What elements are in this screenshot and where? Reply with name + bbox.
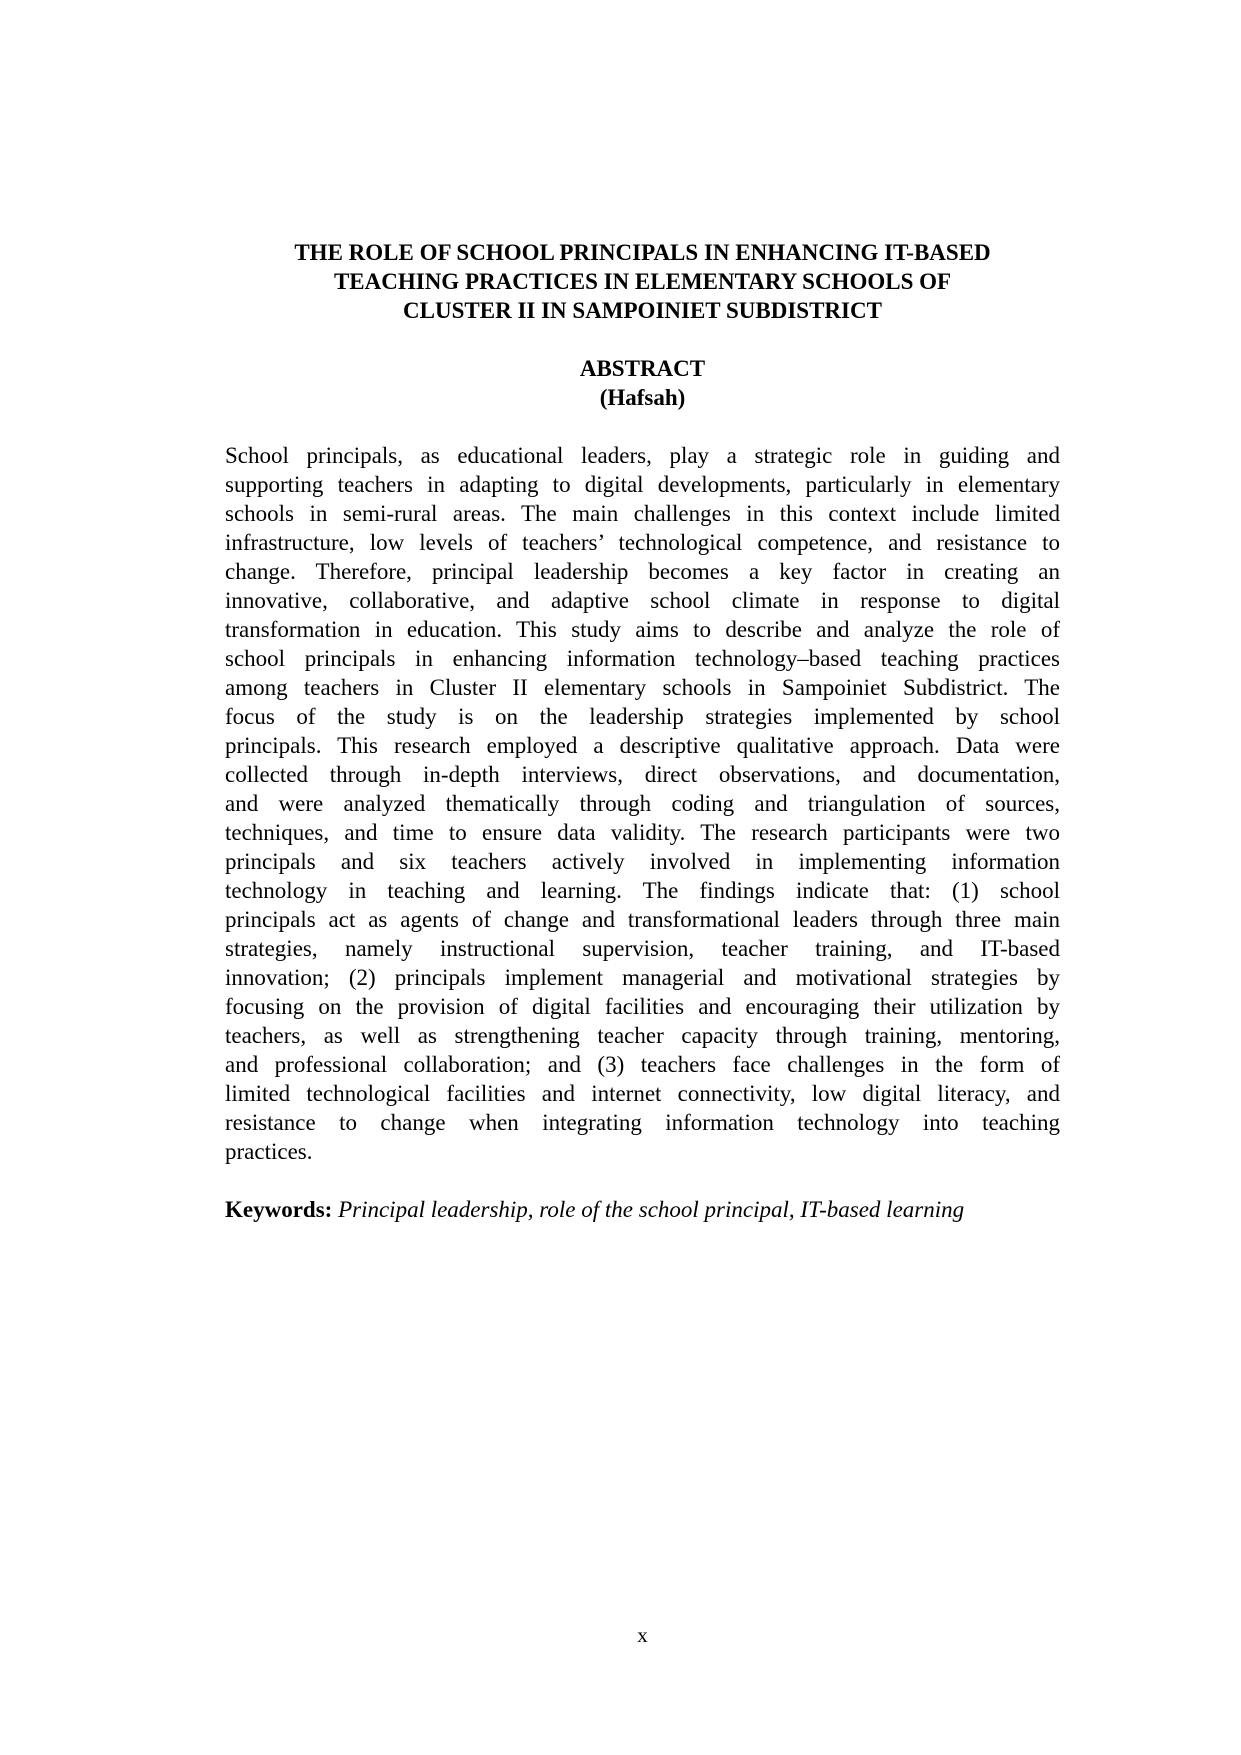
content-column [225,238,1060,1224]
abstract-line: innovation; (2) principals implement managerial and motivational strategies by [225,965,1060,990]
page-number: x [637,1623,648,1647]
abstract-line: infrastructure, low levels of teachers’ technological competence, and resistance to [225,530,1060,555]
keywords-text: Principal leadership, role of the school principal, IT-based learning [338,1197,965,1222]
abstract-line: school principals in enhancing information technology–based teaching practices [225,646,1060,671]
document-title-line: TEACHING PRACTICES IN ELEMENTARY SCHOOLS OF [333,269,952,294]
abstract-line: focus of the study is on the leadership strategies implemented by school [225,704,1060,729]
abstract-line: and were analyzed thematically through coding and triangulation of sources, [225,791,1060,816]
abstract-line: schools in semi-rural areas. The main challenges in this context include limited [225,501,1060,526]
abstract-line: resistance to change when integrating information technology into teaching [225,1110,1060,1135]
document-title-line: THE ROLE OF SCHOOL PRINCIPALS IN ENHANCING IT-BASED [294,240,991,265]
abstract-line: focusing on the provision of digital facilities and encouraging their utilization by [225,994,1060,1019]
abstract-line: principals act as agents of change and transformational leaders through three main [225,907,1060,932]
abstract-line: teachers, as well as strengthening teacher capacity through training, mentoring, [225,1023,1060,1048]
abstract-line: School principals, as educational leaders, play a strategic role in guiding and [225,443,1060,468]
abstract-heading: ABSTRACT [579,356,706,381]
abstract-line: techniques, and time to ensure data validity. The research participants were two [225,820,1060,845]
abstract-line: principals and six teachers actively involved in implementing information [225,849,1060,874]
abstract-line: technology in teaching and learning. The findings indicate that: (1) school [225,878,1060,903]
abstract-line: and professional collaboration; and (3) teachers face challenges in the form of [225,1052,1060,1077]
keywords-line [225,1195,1060,1224]
abstract-line: strategies, namely instructional supervision, teacher training, and IT-based [225,936,1060,961]
abstract-line: principals. This research employed a descriptive qualitative approach. Data were [225,733,1060,758]
abstract-line: innovative, collaborative, and adaptive school climate in response to digital [225,588,1060,613]
abstract-line: practices. [225,1139,313,1164]
abstract-paragraph [225,441,1060,1166]
abstract-line: supporting teachers in adapting to digital developments, particularly in elementary [225,472,1060,497]
abstract-line: transformation in education. This study aims to describe and analyze the role of [225,617,1060,642]
abstract-line: limited technological facilities and internet connectivity, low digital literacy, and [225,1081,1060,1106]
author-name: (Hafsah) [599,385,686,410]
abstract-line: collected through in-depth interviews, direct observations, and documentation, [225,762,1060,787]
document-title [225,238,1060,325]
keywords-label: Keywords: [225,1197,333,1222]
abstract-line: among teachers in Cluster II elementary schools in Sampoiniet Subdistrict. The [225,675,1060,700]
abstract-line: change. Therefore, principal leadership becomes a key factor in creating an [225,559,1060,584]
document-title-line: CLUSTER II IN SAMPOINIET SUBDISTRICT [403,298,882,323]
